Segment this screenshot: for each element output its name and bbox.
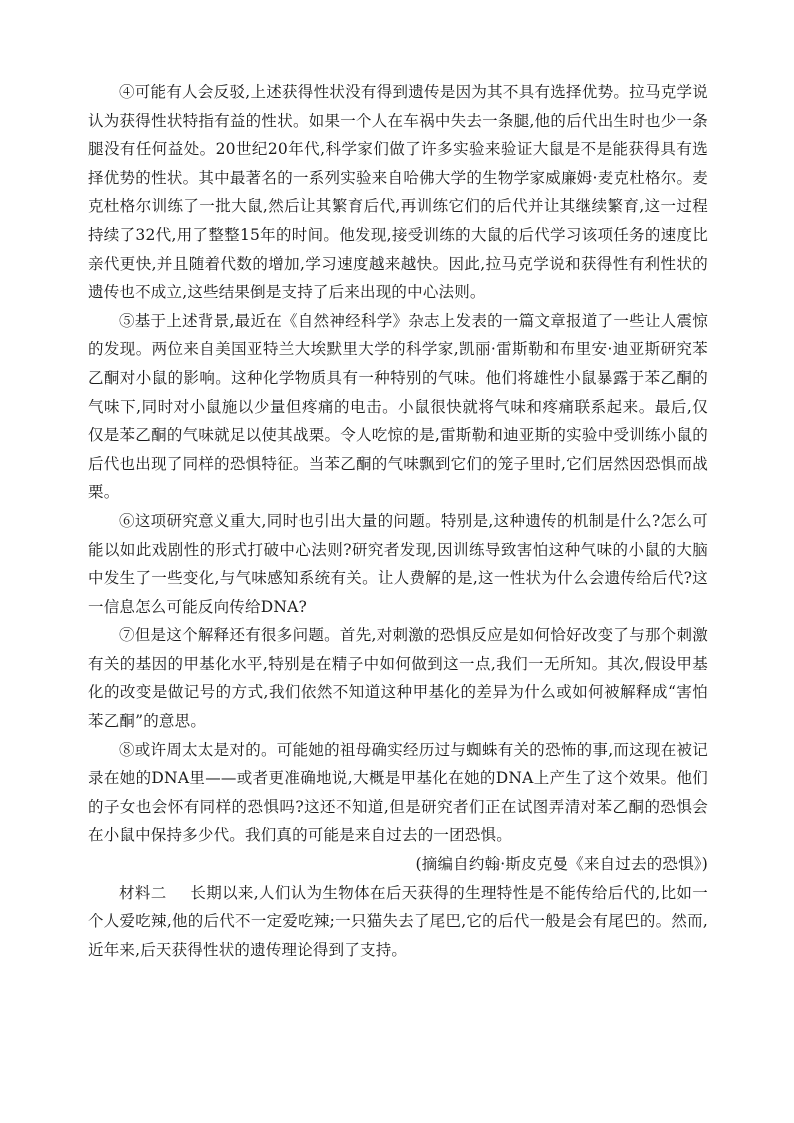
material-two-text: 长期以来,人们认为生物体在后天获得的生理特性是不能传给后代的,比如一个人爱吃辣,他的后代不一定爱吃辣;一只猫失去了尾巴,它的后代一般是会有尾巴的。然而,近年来,后天获得性状的遗传理论得到了支持。: [88, 883, 708, 959]
paragraph-7: ⑦但是这个解释还有很多问题。首先,对刺激的恐惧反应是如何恰好改变了与那个刺激有关的基因的甲基化水平,特别是在精子中如何做到这一点,我们一无所知。其次,假设甲基化的改变是做记号的方式,我们依然不知道这种甲基化的差异为什么或如何被解释成“害怕苯乙酮”的意思。: [88, 626, 708, 731]
source-citation: (摘编自约翰·斯皮克曼《来自过去的恐惧》): [415, 855, 708, 874]
material-two-paragraph: [88, 879, 708, 965]
paragraph-8: ⑧或许周太太是对的。可能她的祖母确实经历过与蜘蛛有关的恐怖的事,而这现在被记录在她的DNA里——或者更准确地说,大概是甲基化在她的DNA上产生了这个效果。他们的子女也会怀有同样的恐惧吗?这还不知道,但是研究者们正在试图弄清对苯乙酮的恐惧会在小鼠中保持多少代。我们真的可能是来自过去的一团恐惧。: [88, 740, 708, 845]
document-page: [88, 78, 708, 964]
paragraph-5: ⑤基于上述背景,最近在《自然神经科学》杂志上发表的一篇文章报道了一些让人震惊的发现。两位来自美国亚特兰大埃默里大学的科学家,凯丽·雷斯勒和布里安·迪亚斯研究苯乙酮对小鼠的影响。这种化学物质具有一种特别的气味。他们将雄性小鼠暴露于苯乙酮的气味下,同时对小鼠施以少量但疼痛的电击。小鼠很快就将气味和疼痛联系起来。最后,仅仅是苯乙酮的气味就足以使其战栗。令人吃惊的是,雷斯勒和迪亚斯的实验中受训练小鼠的后代也出现了同样的恐惧特征。当苯乙酮的气味飘到它们的笼子里时,它们居然因恐惧而战栗。: [88, 311, 708, 502]
material-two-label: 材料二: [119, 883, 167, 902]
paragraph-4: ④可能有人会反驳,上述获得性状没有得到遗传是因为其不具有选择优势。拉马克学说认为获得性状特指有益的性状。如果一个人在车祸中失去一条腿,他的后代出生时也少一条腿没有任何益处。20世纪20年代,科学家们做了许多实验来验证大鼠是不是能获得具有选择优势的性状。其中最著名的一系列实验来自哈佛大学的生物学家威廉姆·麦克杜格尔。麦克杜格尔训练了一批大鼠,然后让其繁育后代,再训练它们的后代并让其继续繁育,这一过程持续了32代,用了整整15年的时间。他发现,接受训练的大鼠的后代学习该项任务的速度比亲代更快,并且随着代数的增加,学习速度越来越快。因此,拉马克学说和获得性有利性状的遗传也不成立,这些结果倒是支持了后来出现的中心法则。: [88, 83, 708, 302]
paragraph-6: ⑥这项研究意义重大,同时也引出大量的问题。特别是,这种遗传的机制是什么?怎么可能以如此戏剧性的形式打破中心法则?研究者发现,因训练导致害怕这种气味的小鼠的大脑中发生了一些变化,与气味感知系统有关。让人费解的是,这一性状为什么会遗传给后代?这一信息怎么可能反向传给DNA?: [88, 511, 708, 616]
